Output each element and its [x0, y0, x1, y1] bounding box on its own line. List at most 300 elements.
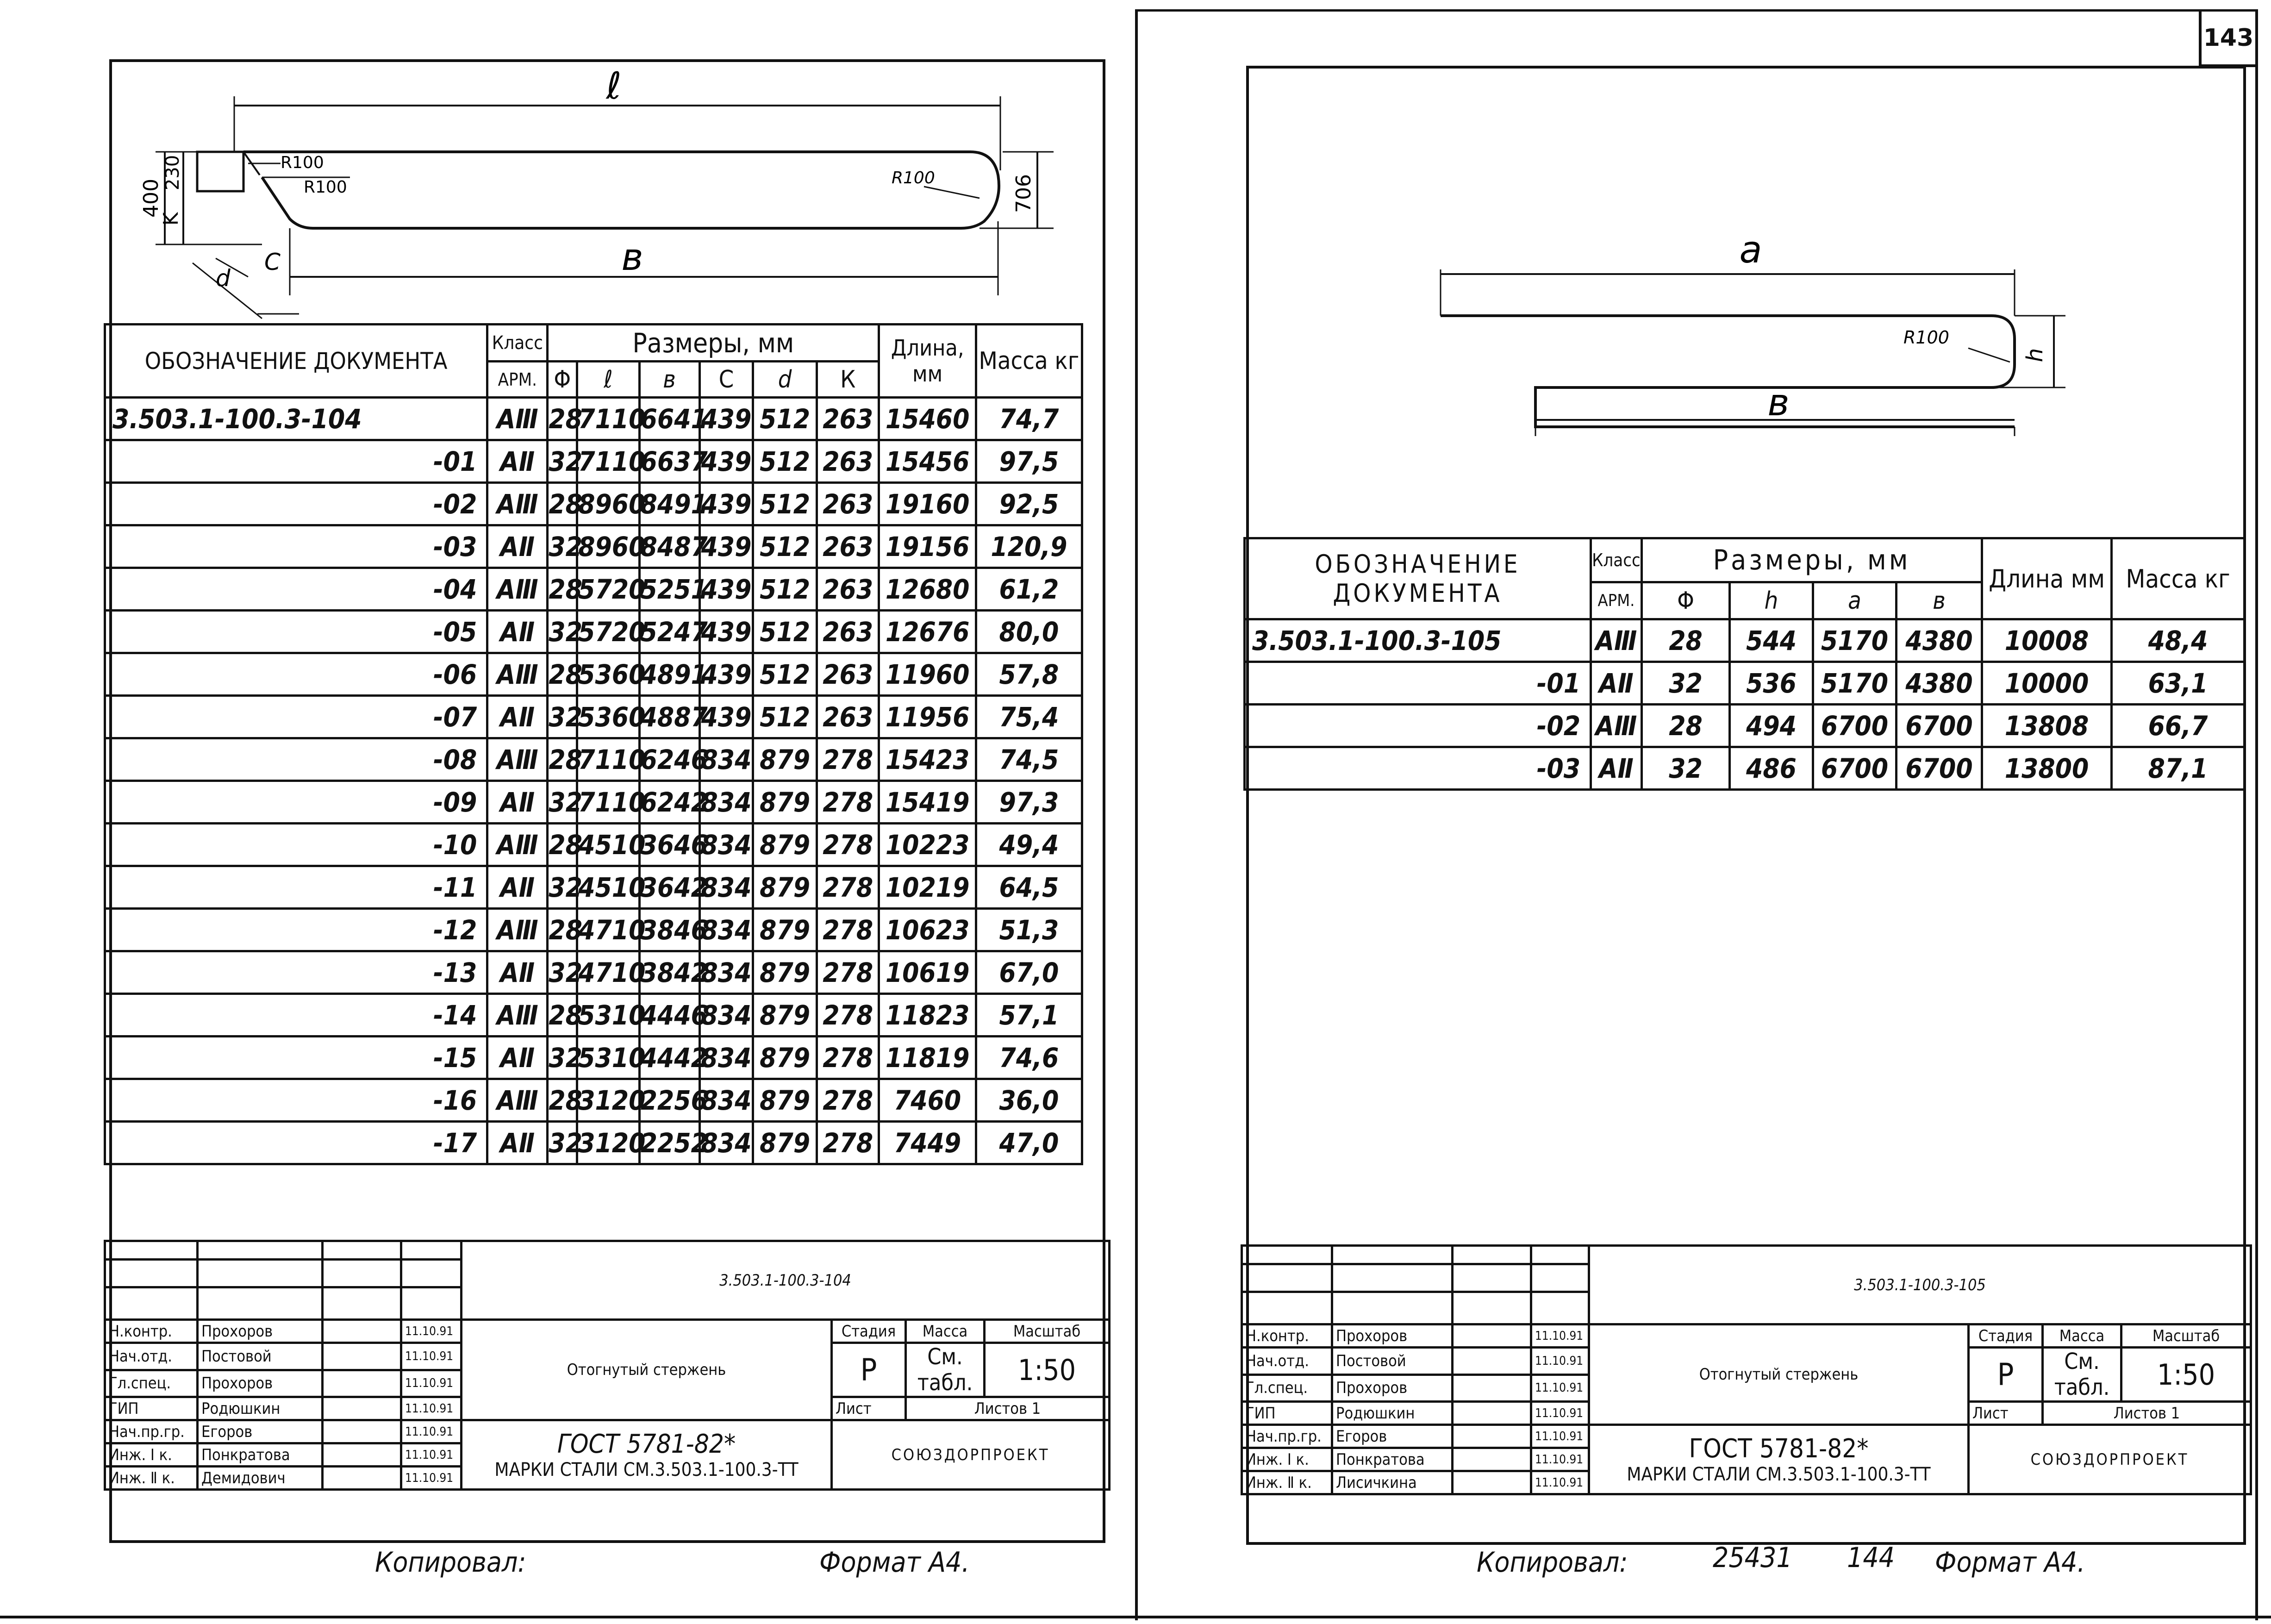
table-cell: 49,4: [976, 824, 1082, 866]
table-cell: -15: [105, 1037, 487, 1079]
right-title: Отогнутый стержень: [1589, 1324, 1969, 1425]
page-number-box: [2199, 12, 2255, 67]
dim-l-label: ℓ: [606, 64, 622, 107]
table-cell: 834: [699, 1037, 753, 1079]
right-person-role-4: Нач.пр.гр.: [1242, 1425, 1332, 1448]
left-scale-h: Масштаб: [985, 1320, 1110, 1343]
r-header-b: в: [1897, 582, 1982, 619]
table-cell: 278: [817, 866, 879, 909]
table-cell: 36,0: [976, 1079, 1082, 1122]
right-person-role-0: Н.контр.: [1242, 1324, 1332, 1348]
table-cell: -17: [105, 1122, 487, 1164]
table-row: [105, 951, 1082, 994]
table-cell: АⅢ: [487, 568, 548, 611]
radius-label-1: R100: [281, 153, 324, 172]
left-stage-h: Стадия: [832, 1320, 906, 1343]
table-cell: 439: [699, 525, 753, 568]
header-arm: АРМ.: [487, 362, 548, 398]
right-person-date-5: 11.10.91: [1531, 1448, 1589, 1471]
table-cell: АⅢ: [487, 824, 548, 866]
table-cell: -01: [1245, 662, 1591, 705]
table-cell: АⅢ: [487, 398, 548, 440]
left-format: Формат А4.: [819, 1546, 970, 1579]
right-format: Формат А4.: [1935, 1546, 2085, 1579]
table-cell: 439: [699, 611, 753, 653]
table-cell: 278: [817, 1079, 879, 1122]
page-number: 143: [2203, 24, 2254, 52]
right-edge-line: [2255, 9, 2258, 1620]
table-cell: 544: [1730, 619, 1813, 662]
table-cell: 120,9: [976, 525, 1082, 568]
table-cell: -05: [105, 611, 487, 653]
dim-230-label: 230: [162, 155, 183, 191]
table-cell: 5170: [1813, 662, 1897, 705]
right-code: 3.503.1-100.3-105: [1589, 1246, 2251, 1324]
table-cell: 834: [699, 909, 753, 951]
left-gost-cell: [462, 1420, 832, 1490]
table-row: [105, 440, 1082, 483]
table-cell: 87,1: [2112, 747, 2245, 790]
table-cell: 7110: [577, 738, 639, 781]
table-cell: 512: [753, 440, 817, 483]
table-row: [105, 781, 1082, 824]
table-cell: АⅡ: [1591, 747, 1642, 790]
table-cell: 834: [699, 1079, 753, 1122]
table-cell: 32: [548, 525, 577, 568]
table-cell: 278: [817, 824, 879, 866]
table-cell: 32: [548, 1037, 577, 1079]
table-cell: АⅢ: [1591, 705, 1642, 747]
table-cell: -16: [105, 1079, 487, 1122]
table-cell: АⅢ: [487, 738, 548, 781]
table-cell: 879: [753, 909, 817, 951]
dim-706-label: 706: [1012, 174, 1036, 213]
table-cell: 8487: [639, 525, 699, 568]
table-cell: 6700: [1897, 705, 1982, 747]
table-cell: 92,5: [976, 483, 1082, 525]
table-cell: 32: [548, 611, 577, 653]
table-cell: 12676: [879, 611, 976, 653]
table-cell: 7110: [577, 781, 639, 824]
left-person-date-2: 11.10.91: [401, 1370, 462, 1397]
table-cell: 3120: [577, 1122, 639, 1164]
table-cell: АⅡ: [487, 866, 548, 909]
table-cell: 11956: [879, 696, 976, 738]
right-person-name-1: Постовой: [1332, 1348, 1453, 1375]
table-cell: 3646: [639, 824, 699, 866]
table-cell: 6700: [1813, 747, 1897, 790]
left-person-date-6: 11.10.91: [401, 1467, 462, 1490]
header-c: С: [699, 362, 753, 398]
table-cell: 263: [817, 398, 879, 440]
table-cell: 5310: [577, 1037, 639, 1079]
table-cell: 47,0: [976, 1122, 1082, 1164]
right-person-date-2: 11.10.91: [1531, 1374, 1589, 1402]
table-cell: 512: [753, 696, 817, 738]
table-cell: 3120: [577, 1079, 639, 1122]
left-person-role-4: Нач.пр.гр.: [105, 1420, 198, 1443]
table-cell: 4442: [639, 1037, 699, 1079]
right-org: СОЮЗДОРПРОЕКТ: [1969, 1425, 2251, 1494]
right-sheet-label: Лист: [1969, 1402, 2043, 1425]
right-person-role-2: Гл.спец.: [1242, 1374, 1332, 1402]
table-cell: 263: [817, 525, 879, 568]
r-header-mass: Масса кг: [2112, 538, 2245, 619]
left-title-block: [104, 1240, 1111, 1491]
table-cell: 6242: [639, 781, 699, 824]
left-person-name-0: Прохоров: [198, 1320, 323, 1343]
right-stage: Р: [1969, 1348, 2043, 1402]
table-cell: АⅡ: [487, 951, 548, 994]
table-cell: 4510: [577, 866, 639, 909]
table-cell: 278: [817, 994, 879, 1037]
table-cell: 7449: [879, 1122, 976, 1164]
header-d: d: [753, 362, 817, 398]
right-person-role-6: Инж. Ⅱ к.: [1242, 1471, 1332, 1494]
table-cell: 278: [817, 781, 879, 824]
left-person-date-0: 11.10.91: [401, 1320, 462, 1343]
table-cell: 5360: [577, 653, 639, 696]
right-person-date-6: 11.10.91: [1531, 1471, 1589, 1494]
left-person-date-1: 11.10.91: [401, 1343, 462, 1370]
table-cell: 4710: [577, 951, 639, 994]
table-cell: АⅢ: [1591, 619, 1642, 662]
table-cell: 28: [548, 824, 577, 866]
table-cell: 66,7: [2112, 705, 2245, 747]
table-cell: 5251: [639, 568, 699, 611]
left-scale: 1:50: [985, 1343, 1110, 1397]
left-person-role-1: Нач.отд.: [105, 1343, 198, 1370]
table-cell: 28: [548, 738, 577, 781]
table-cell: -12: [105, 909, 487, 951]
dim-a-label: a: [1739, 228, 1762, 271]
table-cell: 5720: [577, 568, 639, 611]
table-cell: 879: [753, 866, 817, 909]
table-cell: 32: [548, 440, 577, 483]
dim-h-label: h: [2022, 348, 2048, 362]
right-gost: ГОСТ 5781-82*: [1689, 1434, 1869, 1464]
table-cell: -10: [105, 824, 487, 866]
table-cell: 4510: [577, 824, 639, 866]
right-scale-h: Масштаб: [2121, 1324, 2251, 1348]
left-person-name-5: Понкратова: [198, 1443, 323, 1467]
table-cell: 879: [753, 781, 817, 824]
header-class: Класс: [487, 325, 548, 362]
table-row: [105, 483, 1082, 525]
table-cell: 439: [699, 568, 753, 611]
table-cell: 75,4: [976, 696, 1082, 738]
table-row: [105, 909, 1082, 951]
dim-k-label: K: [159, 212, 183, 226]
table-cell: 278: [817, 1122, 879, 1164]
table-cell: 4380: [1897, 662, 1982, 705]
table-cell: 15419: [879, 781, 976, 824]
table-cell: 48,4: [2112, 619, 2245, 662]
right-person-date-1: 11.10.91: [1531, 1348, 1589, 1375]
left-mass: См. табл.: [906, 1343, 985, 1397]
left-person-role-6: Инж. Ⅱ к.: [105, 1467, 198, 1490]
table-cell: 512: [753, 398, 817, 440]
left-person-date-3: 11.10.91: [401, 1397, 462, 1420]
right-person-date-0: 11.10.91: [1531, 1324, 1589, 1348]
left-sheet-label: Лист: [832, 1397, 906, 1420]
table-cell: 263: [817, 483, 879, 525]
table-cell: 486: [1730, 747, 1813, 790]
table-cell: АⅡ: [487, 440, 548, 483]
left-person-name-4: Егоров: [198, 1420, 323, 1443]
center-fold-line: [1135, 9, 1138, 1620]
table-cell: -13: [105, 951, 487, 994]
right-person-role-3: ГИП: [1242, 1402, 1332, 1425]
table-cell: 10623: [879, 909, 976, 951]
table-cell: АⅡ: [487, 1122, 548, 1164]
table-row: [105, 824, 1082, 866]
table-cell: 879: [753, 1037, 817, 1079]
table-cell: 512: [753, 483, 817, 525]
right-mass: См. табл.: [2043, 1348, 2121, 1402]
table-cell: 15423: [879, 738, 976, 781]
right-mass-h: Масса: [2043, 1324, 2121, 1348]
left-gost: ГОСТ 5781-82*: [557, 1429, 736, 1459]
table-cell: 11819: [879, 1037, 976, 1079]
table-row: [105, 994, 1082, 1037]
right-bar-drawing: [1246, 66, 2246, 529]
table-cell: 278: [817, 951, 879, 994]
table-row: [105, 738, 1082, 781]
table-cell: 8491: [639, 483, 699, 525]
table-cell: 97,5: [976, 440, 1082, 483]
table-cell: 10619: [879, 951, 976, 994]
table-cell: 10223: [879, 824, 976, 866]
table-cell: -03: [1245, 747, 1591, 790]
table-row: [105, 1037, 1082, 1079]
r-header-phi: Φ: [1642, 582, 1730, 619]
table-cell: 57,8: [976, 653, 1082, 696]
right-person-name-2: Прохоров: [1332, 1374, 1453, 1402]
table-cell: 97,3: [976, 781, 1082, 824]
table-cell: 3.503.1-100.3-104: [105, 398, 487, 440]
table-row: [105, 866, 1082, 909]
left-title: Отогнутый стержень: [462, 1320, 832, 1420]
right-stage-h: Стадия: [1969, 1324, 2043, 1348]
top-right-line: [1138, 9, 2258, 12]
left-person-role-5: Инж. Ⅰ к.: [105, 1443, 198, 1467]
table-cell: АⅢ: [487, 994, 548, 1037]
table-cell: 278: [817, 738, 879, 781]
table-cell: 7110: [577, 440, 639, 483]
left-person-role-3: ГИП: [105, 1397, 198, 1420]
table-cell: 4710: [577, 909, 639, 951]
table-cell: -02: [105, 483, 487, 525]
table-cell: -14: [105, 994, 487, 1037]
table-cell: 11960: [879, 653, 976, 696]
table-cell: 28: [548, 1079, 577, 1122]
radius-label-right: R100: [1903, 327, 1949, 348]
table-cell: 12680: [879, 568, 976, 611]
table-cell: 7460: [879, 1079, 976, 1122]
table-cell: 13800: [1982, 747, 2112, 790]
table-cell: 3846: [639, 909, 699, 951]
header-mass: Масса кг: [976, 325, 1082, 398]
table-cell: -06: [105, 653, 487, 696]
table-cell: 63,1: [2112, 662, 2245, 705]
table-cell: 278: [817, 909, 879, 951]
table-cell: 4380: [1897, 619, 1982, 662]
left-sheets-label: Листов 1: [906, 1397, 1110, 1420]
r-header-class: Класс: [1591, 538, 1642, 582]
table-cell: 834: [699, 866, 753, 909]
table-cell: 4887: [639, 696, 699, 738]
right-page: 144: [1847, 1542, 1895, 1574]
table-cell: 10219: [879, 866, 976, 909]
table-row: [105, 568, 1082, 611]
dim-b-label: в: [621, 236, 643, 279]
table-cell: 13808: [1982, 705, 2112, 747]
table-cell: 57,1: [976, 994, 1082, 1037]
table-cell: АⅡ: [487, 1037, 548, 1079]
table-cell: 32: [548, 696, 577, 738]
table-cell: -11: [105, 866, 487, 909]
table-cell: 61,2: [976, 568, 1082, 611]
table-cell: АⅡ: [487, 696, 548, 738]
right-person-role-1: Нач.отд.: [1242, 1348, 1332, 1375]
table-cell: 834: [699, 824, 753, 866]
left-org: СОЮЗДОРПРОЕКТ: [832, 1420, 1110, 1490]
left-person-date-4: 11.10.91: [401, 1420, 462, 1443]
table-cell: АⅢ: [487, 909, 548, 951]
right-sheets-label: Листов 1: [2043, 1402, 2251, 1425]
right-person-role-5: Инж. Ⅰ к.: [1242, 1448, 1332, 1471]
table-cell: 28: [1642, 619, 1730, 662]
table-cell: 439: [699, 483, 753, 525]
right-person-name-0: Прохоров: [1332, 1324, 1453, 1348]
left-stage: Р: [832, 1343, 906, 1397]
table-cell: АⅢ: [487, 483, 548, 525]
table-cell: 10008: [1982, 619, 2112, 662]
r-header-arm: АРМ.: [1591, 582, 1642, 619]
table-cell: 834: [699, 738, 753, 781]
r-header-designation: ОБОЗНАЧЕНИЕ ДОКУМЕНТА: [1245, 538, 1591, 619]
table-cell: 5310: [577, 994, 639, 1037]
left-steel: МАРКИ СТАЛИ СМ.3.503.1-100.3-ТТ: [494, 1459, 799, 1480]
table-row: [105, 1079, 1082, 1122]
r-header-sizes: Размеры, мм: [1642, 538, 1982, 582]
table-cell: 10000: [1982, 662, 2112, 705]
table-cell: 5170: [1813, 619, 1897, 662]
table-cell: 512: [753, 525, 817, 568]
right-copied: Копировал:: [1477, 1546, 1628, 1579]
radius-label-2: R100: [304, 178, 347, 197]
table-cell: 19156: [879, 525, 976, 568]
table-cell: 5360: [577, 696, 639, 738]
table-cell: 536: [1730, 662, 1813, 705]
left-person-name-6: Демидович: [198, 1467, 323, 1490]
right-number: 25431: [1713, 1542, 1792, 1574]
table-cell: 278: [817, 1037, 879, 1079]
table-cell: -07: [105, 696, 487, 738]
table-cell: АⅢ: [487, 1079, 548, 1122]
header-k: К: [817, 362, 879, 398]
table-cell: 834: [699, 951, 753, 994]
table-cell: 51,3: [976, 909, 1082, 951]
table-cell: 80,0: [976, 611, 1082, 653]
table-cell: 512: [753, 611, 817, 653]
table-cell: 6246: [639, 738, 699, 781]
table-cell: 15456: [879, 440, 976, 483]
table-cell: АⅡ: [487, 525, 548, 568]
table-row: [105, 525, 1082, 568]
table-cell: 3842: [639, 951, 699, 994]
table-cell: -03: [105, 525, 487, 568]
table-cell: 5247: [639, 611, 699, 653]
table-cell: 4891: [639, 653, 699, 696]
table-cell: 11823: [879, 994, 976, 1037]
table-cell: 494: [1730, 705, 1813, 747]
table-cell: 3.503.1-100.3-105: [1245, 619, 1591, 662]
left-copied: Копировал:: [375, 1546, 526, 1579]
right-person-date-3: 11.10.91: [1531, 1402, 1589, 1425]
right-title-block: [1241, 1244, 2252, 1495]
table-cell: 28: [548, 568, 577, 611]
table-cell: 2252: [639, 1122, 699, 1164]
r-header-a: a: [1813, 582, 1897, 619]
table-cell: 64,5: [976, 866, 1082, 909]
dim-b-label-right: в: [1767, 381, 1790, 424]
table-cell: 263: [817, 696, 879, 738]
left-bar-drawing: [109, 59, 1105, 323]
table-cell: 32: [548, 951, 577, 994]
table-cell: 74,6: [976, 1037, 1082, 1079]
header-designation: ОБОЗНАЧЕНИЕ ДОКУМЕНТА: [105, 325, 487, 398]
radius-label-3: R100: [892, 169, 935, 187]
table-cell: 879: [753, 1079, 817, 1122]
left-spec-table: [104, 323, 1083, 1165]
table-cell: АⅡ: [1591, 662, 1642, 705]
right-person-name-3: Родюшкин: [1332, 1402, 1453, 1425]
table-cell: 28: [548, 909, 577, 951]
table-cell: 439: [699, 653, 753, 696]
table-cell: 879: [753, 1122, 817, 1164]
header-length: Длина, мм: [879, 325, 976, 398]
table-cell: 3642: [639, 866, 699, 909]
table-cell: 8960: [577, 483, 639, 525]
right-spec-table: [1243, 537, 2246, 791]
table-cell: 263: [817, 568, 879, 611]
table-cell: 8960: [577, 525, 639, 568]
left-person-name-1: Постовой: [198, 1343, 323, 1370]
table-cell: 28: [548, 653, 577, 696]
table-cell: АⅡ: [487, 781, 548, 824]
table-cell: -01: [105, 440, 487, 483]
table-cell: 439: [699, 398, 753, 440]
right-person-date-4: 11.10.91: [1531, 1425, 1589, 1448]
table-cell: -02: [1245, 705, 1591, 747]
left-person-name-2: Прохоров: [198, 1370, 323, 1397]
table-cell: 28: [548, 994, 577, 1037]
table-cell: 32: [548, 781, 577, 824]
table-cell: 32: [1642, 747, 1730, 790]
left-person-name-3: Родюшкин: [198, 1397, 323, 1420]
table-cell: АⅡ: [487, 611, 548, 653]
table-cell: 32: [1642, 662, 1730, 705]
table-cell: 32: [548, 866, 577, 909]
table-row: [105, 653, 1082, 696]
table-cell: 28: [548, 398, 577, 440]
table-cell: 32: [548, 1122, 577, 1164]
right-gost-cell: [1589, 1425, 1969, 1494]
right-person-name-4: Егоров: [1332, 1425, 1453, 1448]
table-cell: 879: [753, 951, 817, 994]
